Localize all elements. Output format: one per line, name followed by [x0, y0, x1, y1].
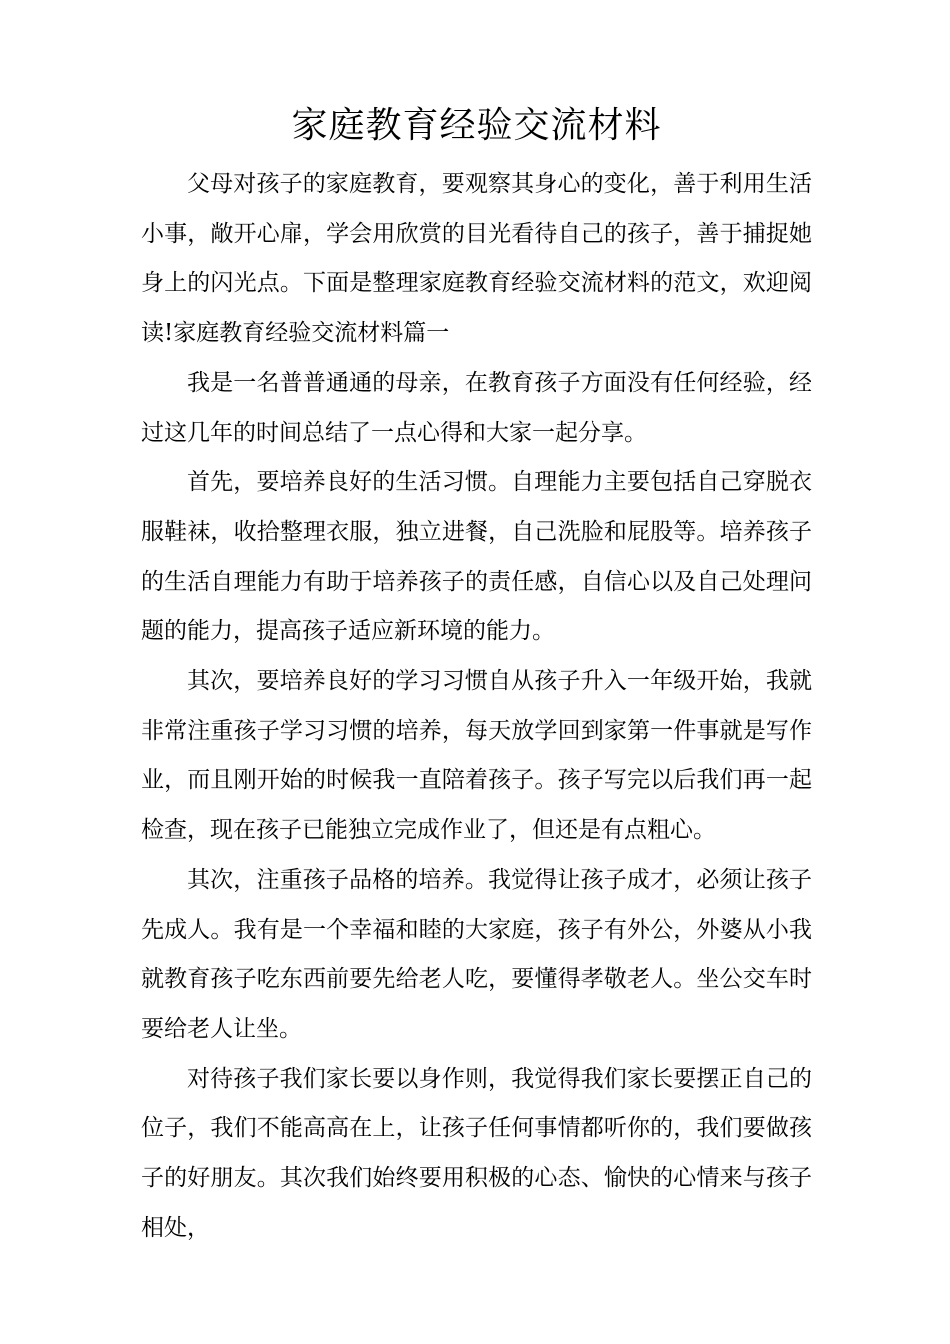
- document-title: 家庭教育经验交流材料: [291, 105, 662, 146]
- paragraph-intro: 父母对孩子的家庭教育，要观察其身心的变化，善于利用生活小事，敞开心扉，学会用欣赏的目光看待自己的孩子，善于捕捉她身上的闪光点。下面是整理家庭教育经验交流材料的范文，欢迎阅读!家庭教育经验交流材料篇一: [141, 171, 812, 347]
- paragraph-5: 对待孩子我们家长要以身作则，我觉得我们家长要摆正自己的位子，我们不能高高在上，让孩子任何事情都听你的，我们要做孩子的好朋友。其次我们始终要用积极的心态、愉快的心情来与孩子相处，: [141, 1065, 812, 1241]
- paragraph-1: 我是一名普普通通的母亲，在教育孩子方面没有任何经验，经过这几年的时间总结了一点心得和大家一起分享。: [141, 369, 812, 446]
- paragraph-4: 其次，注重孩子品格的培养。我觉得让孩子成才，必须让孩子先成人。我有是一个幸福和睦的大家庭，孩子有外公，外婆从小我就教育孩子吃东西前要先给老人吃，要懂得孝敬老人。坐公交车时要给老人让坐。: [141, 866, 812, 1042]
- paragraph-2: 首先，要培养良好的生活习惯。自理能力主要包括自己穿脱衣服鞋袜，收拾整理衣服，独立进餐，自己洗脸和屁股等。培养孩子的生活自理能力有助于培养孩子的责任感，自信心以及自己处理问题的能力，提高孩子适应新环境的能力。: [141, 469, 812, 645]
- document-body: [141, 160, 812, 1253]
- paragraph-3: 其次，要培养良好的学习习惯自从孩子升入一年级开始，我就非常注重孩子学习习惯的培养，每天放学回到家第一件事就是写作业，而且刚开始的时候我一直陪着孩子。孩子写完以后我们再一起检查，现在孩子已能独立完成作业了，但还是有点粗心。: [141, 668, 812, 844]
